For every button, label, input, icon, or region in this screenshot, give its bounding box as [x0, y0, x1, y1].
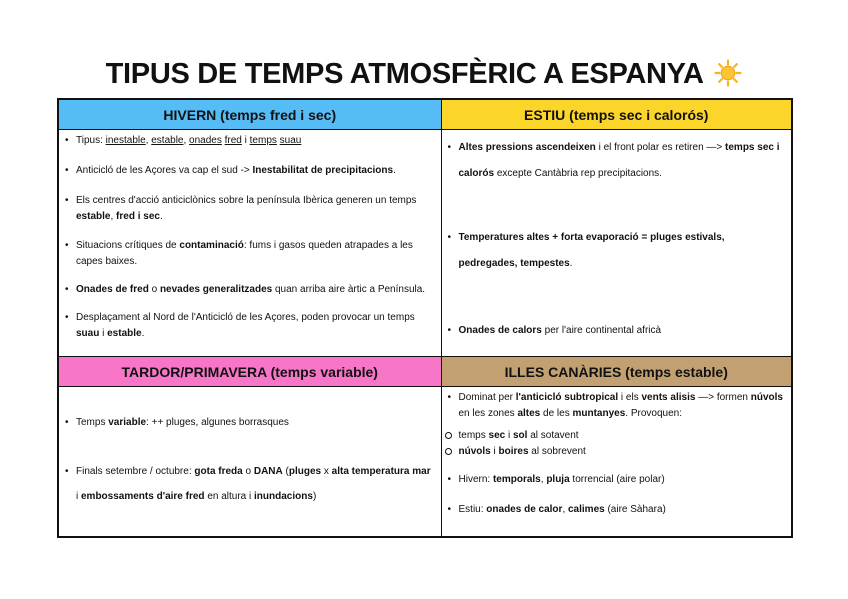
cell-estiu: [441, 130, 792, 357]
canaries-item-hivern: • Hivern: temporals, pluja torrencial (aire polar): [459, 472, 786, 488]
tardor-item-2: • Finals setembre / octubre: gota freda o DANA (pluges x alta temperatura mar i embossaments d'aire fred en altura i inundacions): [76, 459, 435, 509]
header-estiu: ESTIU (temps sec i calorós): [441, 99, 792, 130]
page-title: [0, 58, 848, 95]
circle-bullet-icon: [445, 448, 452, 455]
cell-illes-canaries: [441, 387, 792, 538]
header-tardor-primavera: TARDOR/PRIMAVERA (temps variable): [58, 357, 441, 387]
estiu-item-3: • Onades de calors per l'aire continental africà: [459, 323, 786, 339]
hivern-item-1: • Tipus: inestable, estable, onades fred i temps suau: [76, 133, 435, 149]
estiu-item-2: • Temperatures altes + forta evaporació = pluges estivals, pedregades, tempestes.: [459, 225, 786, 277]
canaries-item-estiu: • Estiu: onades de calor, calimes (aire Sàhara): [459, 502, 786, 518]
header-illes-canaries: ILLES CANÀRIES (temps estable): [441, 357, 792, 387]
canaries-subitem-sobrevent: núvols i boires al sobrevent: [445, 444, 786, 460]
header-hivern: HIVERN (temps fred i sec): [58, 99, 441, 130]
estiu-item-1: • Altes pressions ascendeixen i el front polar es retiren —> temps sec i calorós excepte Cantàbria rep precipitacions.: [459, 135, 786, 187]
hivern-item-5: • Onades de fred o nevades generalitzades quan arriba aire àrtic a Península.: [76, 282, 435, 298]
hivern-item-4: • Situacions crítiques de contaminació: fums i gasos queden atrapades a les capes baixes.: [76, 238, 435, 270]
weather-types-table: [57, 98, 793, 538]
tardor-item-1: • Temps variable: ++ pluges, algunes borrasques: [76, 415, 435, 431]
circle-bullet-icon: [445, 432, 452, 439]
cell-tardor-primavera: [58, 387, 441, 538]
hivern-item-6: • Desplaçament al Nord de l'Anticicló de les Açores, poden provocar un temps suau i estable.: [76, 310, 435, 342]
sun-icon: [714, 59, 742, 95]
canaries-item-1: • Dominat per l'anticicló subtropical i els vents alisis —> formen núvols en les zones altes de les muntanyes. Provoquen:: [459, 390, 786, 422]
page-title-text: TIPUS DE TEMPS ATMOSFÈRIC A ESPANYA: [105, 58, 703, 90]
hivern-item-3: • Els centres d'acció anticiclònics sobre la península Ibèrica generen un temps estable, fred i sec.: [76, 193, 435, 225]
canaries-subitem-sotavent: temps sec i sol al sotavent: [445, 428, 786, 444]
hivern-item-2: • Anticicló de les Açores va cap el sud -> Inestabilitat de precipitacions.: [76, 163, 435, 179]
cell-hivern: [58, 130, 441, 357]
